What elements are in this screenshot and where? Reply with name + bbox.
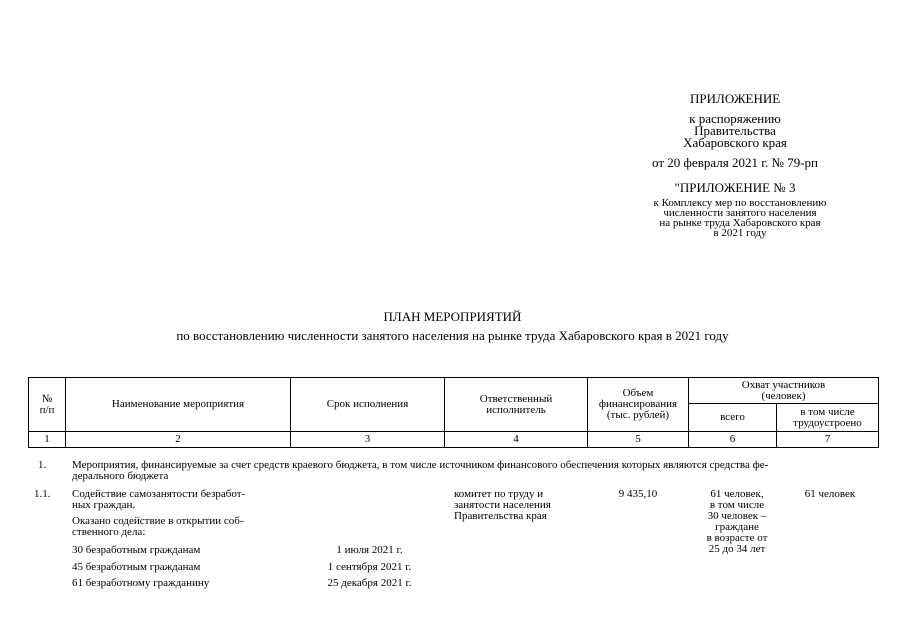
col-number: 5 — [588, 432, 689, 448]
header-deadline: Срок исполнения — [291, 378, 445, 432]
header-num — [29, 378, 66, 432]
subrow-label: 45 безработным гражданам — [72, 561, 201, 573]
plan-table-header — [28, 377, 879, 448]
item11-total-line6: 25 до 34 лет — [708, 543, 766, 555]
section1-text-line1: Мероприятия, финансируемые за счет средств краевого бюджета, в том числе источником финансового обеспечения которых являются средства фе- — [72, 459, 769, 471]
sub-appendix-line3: на рынке труда Хабаровского края — [659, 217, 821, 229]
item11-name-line4: ственного дела: — [72, 526, 146, 538]
col-number: 3 — [291, 432, 445, 448]
header-employed-line1: в том числе — [800, 405, 855, 418]
subrow-date: 1 июля 2021 г. — [336, 544, 403, 556]
col-number: 1 — [29, 432, 66, 448]
appendix-date: от 20 февраля 2021 г. № 79-рп — [652, 155, 818, 170]
appendix-title: ПРИЛОЖЕНИЕ — [690, 91, 781, 106]
col-number: 6 — [689, 432, 777, 448]
item11-total-line4: граждане — [715, 521, 759, 533]
header-employed-line2: трудоустроено — [793, 416, 862, 429]
appendix-line2: Правительства — [694, 123, 776, 138]
header-funding-line2: финансирования — [598, 398, 678, 410]
item11-total-line5: в возрасте от — [706, 532, 768, 544]
section1-num: 1. — [38, 459, 47, 471]
header-responsible-line2: исполнитель — [486, 403, 546, 416]
item11-num: 1.1. — [34, 488, 51, 500]
sub-appendix-title: "ПРИЛОЖЕНИЕ № 3 — [674, 180, 796, 195]
item11-responsible-line3: Правительства края — [454, 510, 547, 522]
item11-name-line2: ных граждан. — [72, 499, 136, 511]
subrow-label: 30 безработным гражданам — [72, 544, 201, 556]
item11-total-line3: 30 человек – — [707, 510, 767, 522]
item11-funding: 9 435,10 — [618, 488, 658, 500]
header-num-line2: п/п — [39, 403, 55, 416]
sub-appendix-line2: численности занятого населения — [663, 207, 817, 219]
plan-title: ПЛАН МЕРОПРИЯТИЙ — [383, 309, 522, 324]
col-number: 2 — [66, 432, 291, 448]
item11-responsible-line1: комитет по труду и — [454, 488, 544, 500]
header-coverage-line2: (человек) — [761, 389, 806, 402]
section1-text-line2: дерального бюджета — [72, 470, 169, 482]
header-funding-line1: Объем — [622, 387, 654, 399]
header-responsible — [445, 378, 588, 432]
header-funding — [588, 378, 689, 432]
col-number: 4 — [445, 432, 588, 448]
col-number: 7 — [777, 432, 879, 448]
header-name: Наименование мероприятия — [66, 378, 291, 432]
sub-appendix-line4: в 2021 году — [713, 227, 767, 239]
header-num-line1: № — [41, 392, 53, 405]
item11-total-line1: 61 человек, — [710, 488, 764, 500]
item11-responsible-line2: занятости населения — [454, 499, 551, 511]
subrow-date: 1 сентября 2021 г. — [327, 561, 412, 573]
header-responsible-line1: Ответственный — [479, 392, 553, 405]
header-total: всего — [689, 404, 777, 432]
item11-name-line1: Содействие самозанятости безработ- — [72, 488, 246, 500]
sub-appendix-line1: к Комплексу мер по восстановлению — [653, 197, 827, 209]
appendix-line1: к распоряжению — [689, 111, 781, 126]
header-coverage-line1: Охват участников — [741, 378, 826, 391]
item11-employed: 61 человек — [804, 488, 856, 500]
header-employed — [777, 404, 879, 432]
subrow-date: 25 декабря 2021 г. — [327, 577, 412, 589]
item11-name-line3: Оказано содействие в открытии соб- — [72, 515, 244, 527]
header-funding-line3: (тыс. рублей) — [606, 409, 670, 421]
subrow-label: 61 безработному гражданину — [72, 577, 210, 589]
item11-total-line2: в том числе — [709, 499, 765, 511]
header-coverage — [689, 378, 879, 404]
plan-subtitle: по восстановлению численности занятого населения на рынке труда Хабаровского края в 2021 году — [176, 328, 729, 343]
appendix-line3: Хабаровского края — [683, 135, 787, 150]
